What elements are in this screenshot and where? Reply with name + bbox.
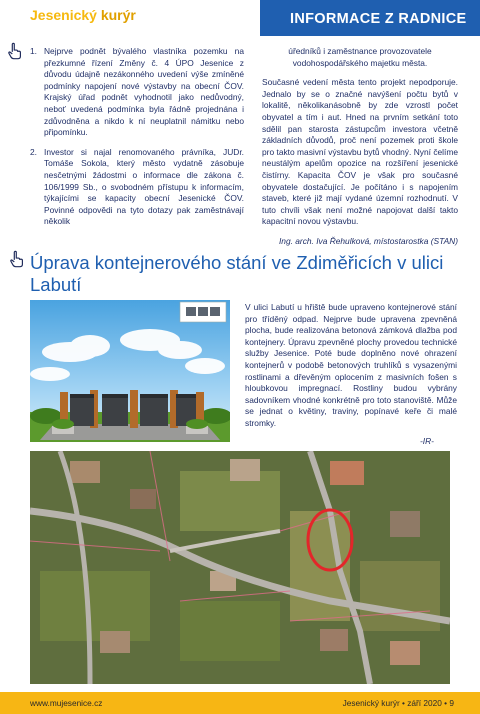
- list-text: Investor si najal renomovaného právníka, JUDr. Tomáše Sokola, který město vydatně zásobuje nesčetnými žádostmi o informace dle zákona č. 106/1999 Sb., o svobodném přístupu k informacím, týkajícími se kapacity obecní Jesenické ČOV. Povinné odpovědi na tyto dotazy pak zaměstnávají několik: [44, 146, 244, 227]
- article-author: -IR-: [420, 436, 434, 446]
- list-text: Nejprve podnět bývalého vlastníka pozemku na přezkumné řízení Změny č. 4 ÚPO Jesenice z důvodu údajně nezákonného uvedení výše zmíněné podmínky napojení nové výstavby na obecní ČOV. Krajský úřad podnět vyhodnotil jako nedůvodný, neboť uvedená podmínka byla řádně projednána i zdůvodněna a nikdo k ní neuplatnil námitku nebo připomínku.: [44, 46, 244, 138]
- container-enclosure-image: [30, 300, 230, 442]
- page-footer: [0, 692, 480, 714]
- page-header: [0, 0, 480, 36]
- footer-website-link[interactable]: www.mujesenice.cz: [30, 698, 103, 708]
- aerial-map-image: [30, 451, 450, 684]
- pointing-hand-icon: [6, 42, 24, 60]
- signature: Ing. arch. Iva Řehulková, místostarostka (STAN): [278, 235, 458, 246]
- pointing-hand-icon: [8, 250, 26, 268]
- list-number: 1.: [30, 46, 37, 56]
- footer-issue-page: Jesenický kurýr • září 2020 • 9: [342, 698, 454, 708]
- right-column: [262, 46, 458, 256]
- left-column: [30, 46, 244, 236]
- brand-second: kurýr: [100, 7, 136, 23]
- list-number: 2.: [30, 146, 37, 157]
- paragraph: úředníků i zaměstnance provozovatele vodohospodářského majetku města.: [288, 46, 432, 68]
- list-item: [30, 147, 244, 228]
- brand-first: Jesenický: [30, 7, 97, 23]
- article-body: V ulici Labutí u hřiště bude upraveno kontejnerové stání pro tříděný odpad. Nejprve bude upravena zpevněná plocha, bude realizována betonová zámková dlažba pod kontejnery. Úpravu zpevněné plochy provedou technické služby Jesenice. Poté bude doplněno nové ohrazení kontejnerů v podobě betonových truhlíků s vysazenými rostlinami a dřevěným oplocením z masivních fošen s hloubkovou impregnací. Rostliny budou vybrány sadovníkem vhodné konkrétně pro toto stanoviště. Může se jednat o květiny, traviny, popínavé keře či malé stromky.: [245, 302, 457, 428]
- section-title: INFORMACE Z RADNICE: [260, 0, 480, 36]
- article-title: Úprava kontejnerového stání ve Zdiměřicích v ulici Labutí: [30, 252, 444, 295]
- brand-logo: [30, 7, 136, 23]
- list-item: [30, 46, 244, 139]
- paragraph: Současné vedení města tento projekt nepodporuje. Jednalo by se o značné navýšení počtu bytů v lokalitě, několikanásobně by zde vzrostl počet obyvatel a tím i aut. Hned na prvním setkání toto sdělil pan starosta zástupcům investora včetně základních důvodů, proč není pozemek proti škole pro takto masivní výstavbu bytů vhodný. Nyní čelíme neustálým apelům opozice na rozšíření jesenické čistírny. Kapacita ČOV je však pro současné obyvatele dostačující. Je počítáno i s napojením staveb, které již mají vydané územní rozhodnutí. V tuto chvíli však není možné napojovat další takto kapacitní novou výstavbu.: [262, 77, 458, 227]
